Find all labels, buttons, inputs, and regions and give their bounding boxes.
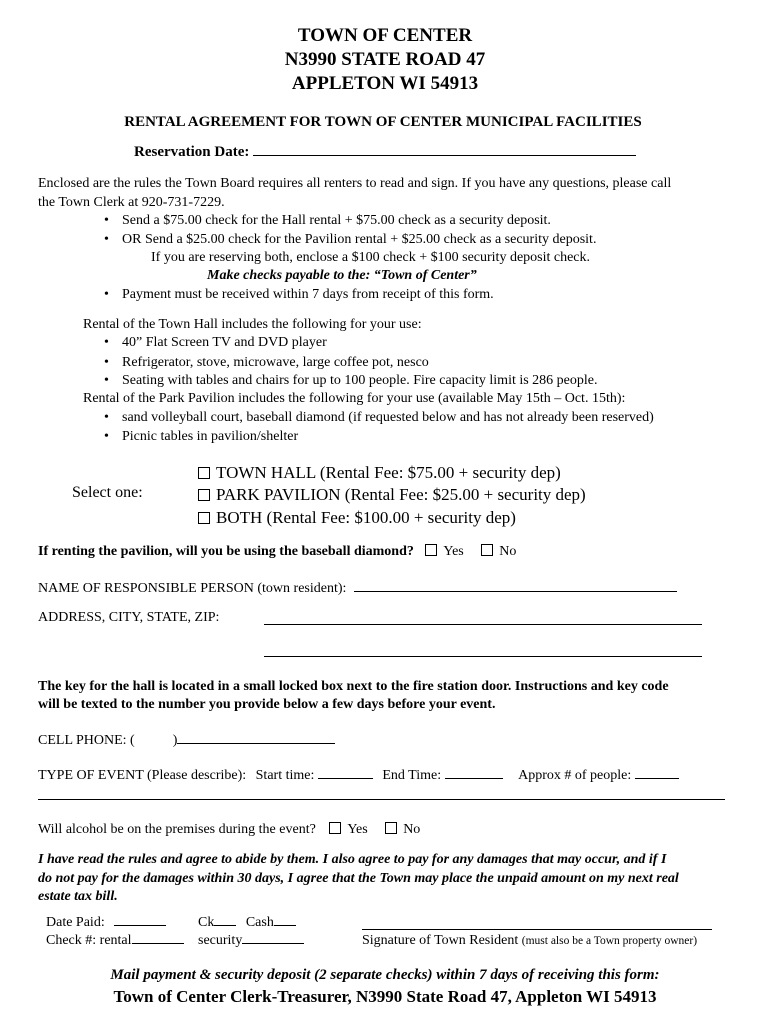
rule-bullet-2: [104, 232, 596, 248]
signature-note: (must also be a Town property owner): [521, 935, 698, 947]
agreement-line-1: I have read the rules and agree to abide by them. I also agree to pay for any damages that may occur, and if I: [38, 852, 667, 867]
yes-label: Yes: [443, 544, 464, 559]
event-description-line[interactable]: [38, 799, 725, 800]
event-type-label: TYPE OF EVENT (Please describe):: [38, 768, 247, 783]
bullet-icon: •: [104, 335, 109, 350]
address-label: ADDRESS, CITY, STATE, ZIP:: [38, 610, 220, 625]
checkbox-icon[interactable]: [385, 822, 397, 834]
security-field[interactable]: [242, 942, 304, 944]
date-paid-field[interactable]: [114, 924, 166, 926]
date-paid-label: Date Paid:: [46, 915, 105, 930]
approx-people-label: Approx # of people:: [518, 768, 632, 783]
rule-text: OR Send a $25.00 check for the Pavilion rental + $25.00 check as a security deposit.: [122, 232, 597, 247]
check-number-row: [46, 933, 184, 949]
event-row: [38, 768, 679, 784]
responsible-person-field[interactable]: [354, 590, 677, 592]
agreement-line-3: estate tax bill.: [38, 889, 118, 904]
responsible-person-row: [38, 581, 677, 597]
no-label: No: [499, 544, 517, 559]
hall-item: [104, 335, 327, 351]
signature-line[interactable]: [362, 929, 712, 930]
checkbox-icon[interactable]: [198, 489, 210, 501]
signature-label: Signature of Town Resident: [362, 933, 519, 948]
cell-phone-paren: ): [172, 733, 178, 748]
rule-bullet-3: [104, 287, 494, 303]
checkbox-icon[interactable]: [198, 512, 210, 524]
cell-phone-field[interactable]: [177, 742, 335, 744]
pavilion-item-text: sand volleyball court, baseball diamond (if requested below and has not already been reserved): [122, 410, 654, 425]
payable-to-note: Make checks payable to the: “Town of Center”: [207, 268, 477, 283]
footer-mail-instructions: Mail payment & security deposit (2 separate checks) within 7 days of receiving this form:: [110, 967, 660, 983]
hall-item-text: 40” Flat Screen TV and DVD player: [122, 335, 327, 350]
payment-type-row: [198, 915, 296, 931]
option-label: PARK PAVILION (Rental Fee: $25.00 + security dep): [216, 485, 586, 504]
option-town-hall[interactable]: [198, 463, 561, 483]
rule-text: Payment must be received within 7 days from receipt of this form.: [122, 287, 494, 302]
rule-text: Send a $75.00 check for the Hall rental + $75.00 check as a security deposit.: [122, 213, 551, 228]
security-row: [198, 933, 304, 949]
option-park-pavilion[interactable]: [198, 485, 586, 505]
checkbox-icon[interactable]: [481, 544, 493, 556]
diamond-no-option[interactable]: [481, 544, 516, 559]
intro-line-2: the Town Clerk at 920-731-7229.: [38, 195, 225, 210]
key-note-line-1: The key for the hall is located in a small locked box next to the fire station door. Instructions and key code: [38, 679, 669, 694]
bullet-icon: •: [104, 287, 109, 302]
alcohol-question-row: [38, 822, 420, 838]
town-address-street: N3990 STATE ROAD 47: [284, 49, 486, 70]
hall-item-text: Refrigerator, stove, microwave, large coffee pot, nesco: [122, 355, 429, 370]
bullet-icon: •: [104, 232, 109, 247]
end-time-field[interactable]: [445, 777, 503, 779]
ck-field[interactable]: [214, 924, 236, 926]
alcohol-no-option[interactable]: [385, 822, 420, 837]
pavilion-item: [104, 410, 654, 426]
key-note-line-2: will be texted to the number you provide below a few days before your event.: [38, 697, 496, 712]
alcohol-question-text: Will alcohol be on the premises during the event?: [38, 822, 316, 837]
cash-label: Cash: [245, 915, 274, 930]
bullet-icon: •: [104, 373, 109, 388]
check-number-field[interactable]: [132, 942, 184, 944]
yes-label: Yes: [347, 822, 368, 837]
pavilion-intro: Rental of the Park Pavilion includes the following for your use (available May 15th – Oct. 15th):: [83, 391, 626, 406]
diamond-question-row: [38, 544, 516, 560]
cell-phone-label: CELL PHONE: (: [38, 733, 135, 748]
start-time-label: Start time:: [255, 768, 315, 783]
date-paid-row: [46, 915, 166, 931]
agreement-title: RENTAL AGREEMENT FOR TOWN OF CENTER MUNICIPAL FACILITIES: [124, 114, 642, 130]
start-time-field[interactable]: [318, 777, 373, 779]
agreement-line-2: do not pay for the damages within 30 days, I agree that the Town may place the unpaid amount on my next real: [38, 871, 679, 886]
town-address-city: APPLETON WI 54913: [291, 73, 479, 94]
town-name: TOWN OF CENTER: [297, 25, 473, 46]
signature-caption: [362, 933, 697, 949]
approx-people-field[interactable]: [635, 777, 679, 779]
both-note: If you are reserving both, enclose a $100 check + $100 security deposit check.: [151, 250, 591, 265]
diamond-yes-option[interactable]: [425, 544, 463, 559]
ck-label: Ck: [198, 915, 215, 930]
no-label: No: [403, 822, 421, 837]
reservation-date-field[interactable]: [253, 154, 636, 156]
pavilion-item: [104, 429, 298, 445]
pavilion-item-text: Picnic tables in pavilion/shelter: [122, 429, 299, 444]
select-one-label: Select one:: [72, 484, 143, 501]
bullet-icon: •: [104, 213, 109, 228]
hall-item: [104, 373, 598, 389]
reservation-date-row: [134, 144, 636, 161]
hall-item: [104, 355, 429, 371]
hall-item-text: Seating with tables and chairs for up to 100 people. Fire capacity limit is 286 people.: [122, 373, 598, 388]
bullet-icon: •: [104, 429, 109, 444]
rule-bullet-1: [104, 213, 551, 229]
checkbox-icon[interactable]: [198, 467, 210, 479]
end-time-label: End Time:: [382, 768, 442, 783]
responsible-person-label: NAME OF RESPONSIBLE PERSON (town resident):: [38, 581, 347, 596]
hall-intro: Rental of the Town Hall includes the following for your use:: [83, 317, 422, 332]
option-label: TOWN HALL (Rental Fee: $75.00 + security dep): [216, 463, 561, 482]
diamond-question-text: If renting the pavilion, will you be using the baseball diamond?: [38, 544, 414, 559]
check-number-label: Check #: rental: [46, 933, 132, 948]
option-label: BOTH (Rental Fee: $100.00 + security dep): [216, 508, 516, 527]
footer-mail-address: Town of Center Clerk-Treasurer, N3990 State Road 47, Appleton WI 54913: [113, 987, 657, 1006]
intro-line-1: Enclosed are the rules the Town Board requires all renters to read and sign. If you have any questions, please call: [38, 176, 672, 191]
bullet-icon: •: [104, 355, 109, 370]
alcohol-yes-option[interactable]: [329, 822, 367, 837]
option-both[interactable]: [198, 508, 516, 528]
security-label: security: [198, 933, 243, 948]
checkbox-icon[interactable]: [425, 544, 437, 556]
reservation-date-label: Reservation Date:: [134, 144, 250, 160]
checkbox-icon[interactable]: [329, 822, 341, 834]
cash-field[interactable]: [274, 924, 296, 926]
address-field-line-1[interactable]: [264, 624, 702, 625]
bullet-icon: •: [104, 410, 109, 425]
address-field-line-2[interactable]: [264, 656, 702, 657]
cell-phone-row: [38, 733, 335, 749]
